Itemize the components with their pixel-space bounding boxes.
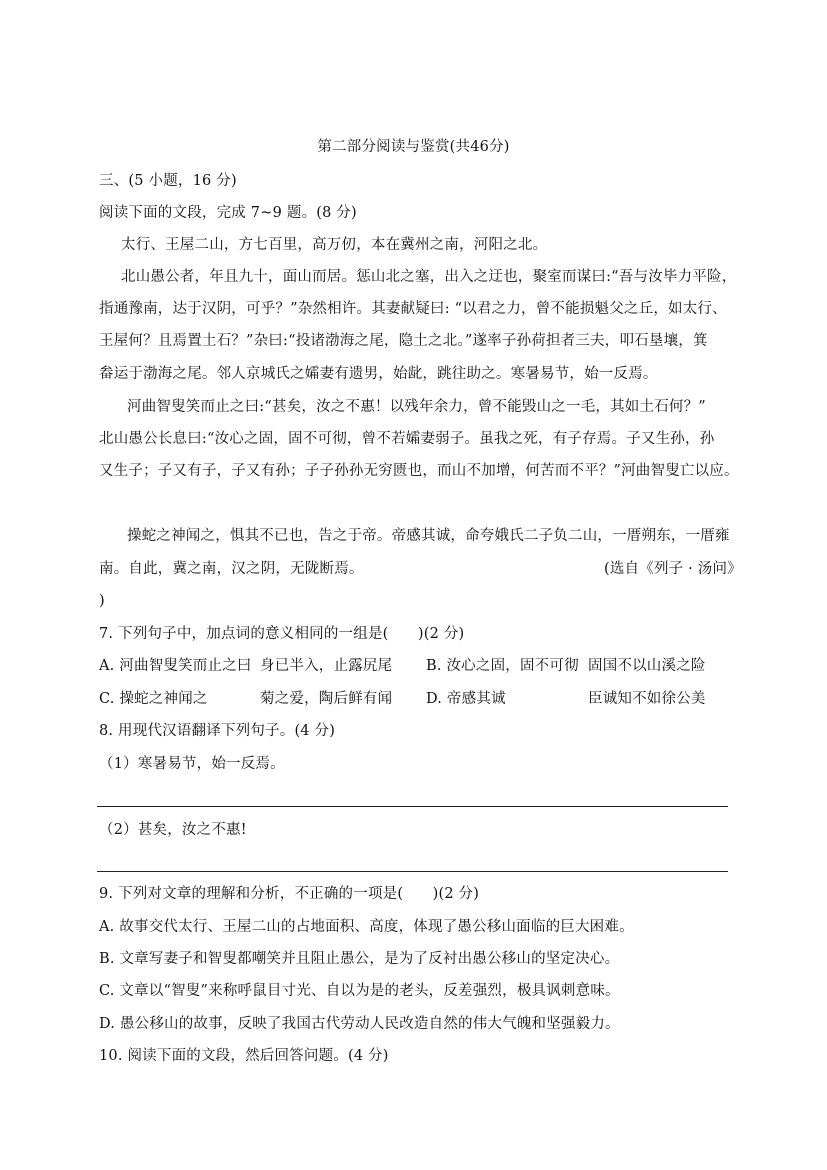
passage-paragraph-2-line-3: 王屋何？且焉置土石？”杂曰:“投诸渤海之尾，隐土之北。”遂率子孙荷担者三夫，叩石垦壤，箕 xyxy=(99,333,708,349)
question-9-option-b: B. 文章写妻子和智叟都嘲笑并且阻止愚公，是为了反衬出愚公移山的坚定决心。 xyxy=(99,951,620,967)
passage-paragraph-4-line-1: 操蛇之神闻之，惧其不已也，告之于帝。帝感其诚，命夸娥氏二子负二山，一厝朔东，一厝雍 xyxy=(127,528,730,544)
question-9-stem: 9. 下列对文章的理解和分析，不正确的一项是( )(2 分) xyxy=(99,886,480,902)
answer-line-2[interactable] xyxy=(97,871,728,872)
question-7-option-a: A. 河曲智叟笑而止之曰 xyxy=(99,658,252,674)
question-9-option-c: C. 文章以“智叟”来称呼鼠目寸光、自以为是的老头，反差强烈，极具讽刺意味。 xyxy=(99,983,620,999)
question-9-option-a: A. 故事交代太行、王屋二山的占地面积、高度，体现了愚公移山面临的巨大困难。 xyxy=(99,919,634,935)
passage-paragraph-2-line-1: 北山愚公者，年且九十，面山而居。惩山北之塞，出入之迂也，聚室而谋曰:“吾与汝毕力平险， xyxy=(121,269,737,285)
question-10-stem: 10. 阅读下面的文段，然后回答问题。(4 分) xyxy=(99,1048,389,1064)
question-7-option-b-pair: 固国不以山溪之险 xyxy=(588,658,706,674)
question-9-option-d: D. 愚公移山的故事，反映了我国古代劳动人民改造自然的伟大气魄和坚强毅力。 xyxy=(99,1016,620,1032)
question-8-sentence-2: （2）甚矣，汝之不惠! xyxy=(99,822,247,838)
question-7-option-c: C. 操蛇之神闻之 xyxy=(99,691,208,707)
passage-source-close: ) xyxy=(99,593,105,609)
question-8-sentence-1: （1）寒暑易节，始一反焉。 xyxy=(99,756,285,772)
passage-paragraph-3-line-2: 北山愚公长息曰:“汝心之固，固不可彻，曾不若孀妻弱子。虽我之死，有子存焉。子又生孙，孙 xyxy=(99,431,715,447)
question-7-option-b: B. 汝心之固，固不可彻 xyxy=(426,658,579,674)
passage-paragraph-4-line-2: 南。自此，冀之南，汉之阴，无陇断焉。 xyxy=(99,561,364,577)
question-7-option-d-pair: 臣诚知不如徐公美 xyxy=(588,691,706,707)
question-8-stem: 8. 用现代汉语翻译下列句子。(4 分) xyxy=(99,723,336,739)
section-three-heading: 三、(5 小题，16 分) xyxy=(99,173,237,189)
passage-source: (选自《列子 · 汤问》 xyxy=(604,561,742,577)
answer-line-1[interactable] xyxy=(97,806,728,807)
question-7-option-d: D. 帝感其诚 xyxy=(426,691,506,707)
passage-paragraph-2-line-2: 指通豫南，达于汉阴，可乎？”杂然相许。其妻献疑曰: “以君之力，曾不能损魁父之丘，如太行、 xyxy=(99,301,727,317)
question-7-stem: 7. 下列句子中，加点词的意义相同的一组是( )(2 分) xyxy=(99,626,465,642)
passage-paragraph-3-line-3: 又生子；子又有子，子又有孙；子子孙孙无穷匮也，而山不加增，何苦而不平？”河曲智叟亡以应。 xyxy=(99,463,739,479)
passage-paragraph-3-line-1: 河曲智叟笑而止之曰:“甚矣，汝之不惠！以残年余力，曾不能毁山之一毛，其如土石何？” xyxy=(127,399,706,415)
section-title: 第二部分阅读与鉴赏(共46分) xyxy=(317,139,510,155)
passage-paragraph-2-line-4: 畚运于渤海之尾。邻人京城氏之孀妻有遗男，始龀，跳往助之。寒暑易节，始一反焉。 xyxy=(99,366,658,382)
passage-paragraph-1: 太行、王屋二山，方七百里，高万仞，本在冀州之南，河阳之北。 xyxy=(121,237,548,253)
reading-instruction: 阅读下面的文段，完成 7~9 题。(8 分) xyxy=(99,205,357,221)
question-7-option-c-pair: 菊之爱，陶后鲜有闻 xyxy=(260,691,393,707)
question-7-option-a-pair: 身已半入，止露尻尾 xyxy=(260,658,393,674)
